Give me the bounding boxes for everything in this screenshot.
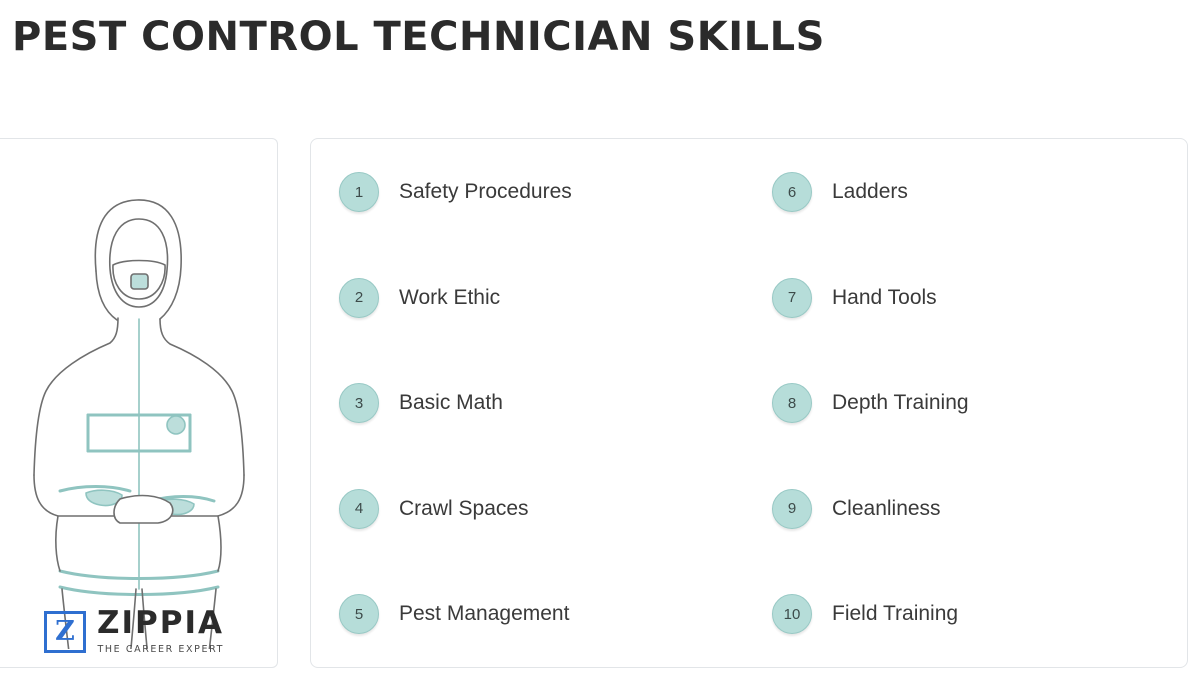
skill-label: Pest Management	[399, 602, 570, 625]
skill-number-badge: 2	[339, 278, 379, 318]
logo-tagline: THE CAREER EXPERT	[97, 644, 224, 655]
pest-control-technician-icon	[0, 119, 278, 649]
skills-column-left	[311, 169, 754, 637]
illustration-panel	[0, 138, 278, 668]
skill-number-badge: 8	[772, 383, 812, 423]
skill-number-badge: 4	[339, 489, 379, 529]
skill-label: Cleanliness	[832, 496, 941, 520]
skill-item	[772, 275, 1187, 321]
skill-label: Basic Math	[399, 391, 503, 414]
skill-label: Ladders	[832, 180, 908, 203]
skill-label: Depth Training	[832, 391, 969, 414]
skill-item	[772, 591, 1187, 637]
skill-item	[772, 380, 1187, 426]
skill-number-badge: 10	[772, 594, 812, 634]
skill-number-badge: 6	[772, 172, 812, 212]
skill-label: Crawl Spaces	[399, 496, 529, 520]
skill-item	[339, 275, 754, 321]
zippia-logo[interactable]	[44, 605, 224, 655]
skill-item	[339, 380, 754, 426]
skill-label: Hand Tools	[832, 285, 937, 309]
skills-card	[310, 138, 1188, 668]
skill-number-badge: 5	[339, 594, 379, 634]
skill-number-badge: 7	[772, 278, 812, 318]
skill-item	[339, 591, 754, 637]
skill-item	[339, 486, 754, 532]
logo-wordmark: ZIPPIA	[97, 605, 224, 641]
skill-number-badge: 3	[339, 383, 379, 423]
skill-number-badge: 9	[772, 489, 812, 529]
skill-label: Field Training	[832, 602, 959, 625]
skill-number-badge: 1	[339, 172, 379, 212]
skill-label: Safety Procedures	[399, 180, 572, 203]
zippia-logo-mark-icon	[44, 611, 86, 653]
skill-item	[772, 169, 1187, 215]
skill-item	[772, 486, 1187, 532]
skills-column-right	[754, 169, 1187, 637]
logo-letter: Z	[55, 616, 75, 647]
page-title: PEST CONTROL TECHNICIAN SKILLS	[12, 14, 825, 60]
skill-label: Work Ethic	[399, 285, 501, 309]
skill-item	[339, 169, 754, 215]
